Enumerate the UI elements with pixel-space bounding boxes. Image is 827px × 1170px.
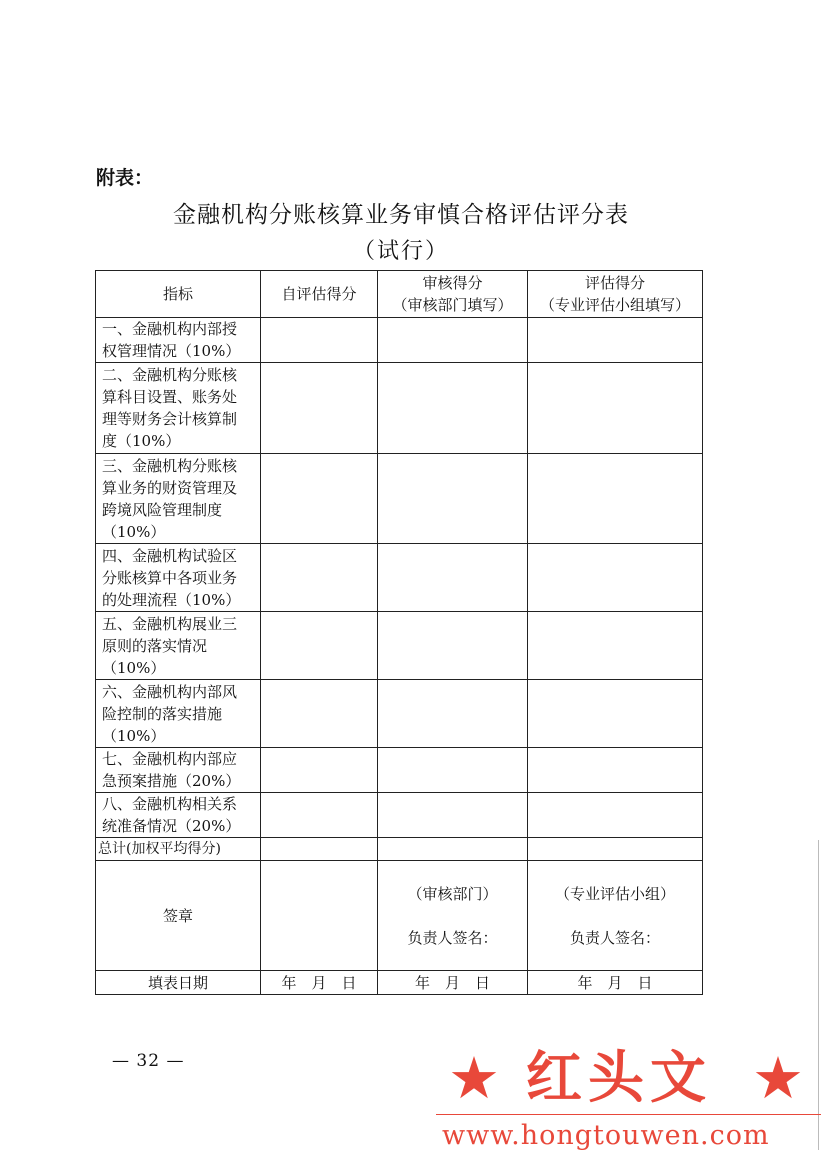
review-score-cell[interactable] xyxy=(378,793,528,838)
indicator-row xyxy=(96,454,703,544)
signature-self-cell[interactable] xyxy=(261,861,378,971)
self-score-cell[interactable] xyxy=(261,612,378,680)
indicator-line: 险控制的落实措施 xyxy=(102,704,223,723)
review-signer-label: 负责人签名： xyxy=(407,928,498,947)
indicator-line: 理等财务会计核算制 xyxy=(102,410,238,428)
signature-review-cell[interactable] xyxy=(378,861,528,971)
watermark-text: 红头文 xyxy=(526,1046,712,1111)
indicator-row xyxy=(96,793,703,838)
indicator-line: （10%） xyxy=(102,658,166,677)
eval-score-cell[interactable] xyxy=(528,318,703,363)
score-table xyxy=(95,270,703,995)
self-score-cell[interactable] xyxy=(261,318,378,363)
date-label: 填表日期 xyxy=(96,971,261,995)
indicator-line: 算科目设置、账务处 xyxy=(102,388,238,406)
header-review-score-line2: （审核部门填写） xyxy=(392,296,513,314)
watermark-url: www.hongtouwen.com xyxy=(442,1120,770,1151)
indicator-line: 八、金融机构相关系 xyxy=(102,795,238,813)
indicator-line: 六、金融机构内部风 xyxy=(102,682,238,701)
eval-score-cell[interactable] xyxy=(528,544,703,612)
header-row xyxy=(96,271,703,318)
header-self-score: 自评估得分 xyxy=(261,271,378,318)
self-score-cell[interactable] xyxy=(261,454,378,544)
eval-score-cell[interactable] xyxy=(528,793,703,838)
header-indicator: 指标 xyxy=(96,271,261,318)
indicator-cell xyxy=(96,793,261,838)
header-eval-score-line2: （专业评估小组填写） xyxy=(539,296,690,314)
indicator-line: （10%） xyxy=(102,726,166,745)
header-review-score-line1: 审核得分 xyxy=(422,274,483,292)
indicator-line: 七、金融机构内部应 xyxy=(102,750,238,768)
indicator-cell xyxy=(96,748,261,793)
review-score-cell[interactable] xyxy=(378,544,528,612)
indicator-line: 度（10%） xyxy=(102,432,181,450)
indicator-line: 算业务的财资管理及 xyxy=(102,478,238,497)
review-score-cell[interactable] xyxy=(378,748,528,793)
header-eval-score-line1: 评估得分 xyxy=(584,274,645,292)
indicator-cell xyxy=(96,680,261,748)
indicator-line: 三、金融机构分账核 xyxy=(102,456,238,475)
indicator-line: 跨境风险管理制度 xyxy=(102,500,223,519)
header-review-score xyxy=(378,271,528,318)
signature-eval-cell[interactable] xyxy=(528,861,703,971)
indicator-row xyxy=(96,544,703,612)
indicator-line: 急预案措施（20%） xyxy=(102,772,241,790)
self-score-cell[interactable] xyxy=(261,363,378,454)
review-score-cell[interactable] xyxy=(378,454,528,544)
indicator-line: 四、金融机构试验区 xyxy=(102,546,238,565)
eval-score-cell[interactable] xyxy=(528,748,703,793)
indicator-line: 一、金融机构内部授 xyxy=(102,320,238,338)
indicator-line: 二、金融机构分账核 xyxy=(102,366,238,384)
signature-row xyxy=(96,861,703,971)
review-score-cell[interactable] xyxy=(378,363,528,454)
indicator-line: 分账核算中各项业务 xyxy=(102,568,238,587)
eval-group-label: （专业评估小组） xyxy=(554,884,675,903)
star-icon: ★ xyxy=(448,1044,500,1112)
total-review-cell[interactable] xyxy=(378,838,528,861)
indicator-line: 权管理情况（10%） xyxy=(102,342,241,360)
attachment-label: 附表： xyxy=(96,167,154,189)
review-dept-label: （审核部门） xyxy=(407,884,498,903)
review-score-cell[interactable] xyxy=(378,680,528,748)
eval-score-cell[interactable] xyxy=(528,363,703,454)
total-self-cell[interactable] xyxy=(261,838,378,861)
eval-score-cell[interactable] xyxy=(528,680,703,748)
review-score-cell[interactable] xyxy=(378,612,528,680)
date-review[interactable]: 年 月 日 xyxy=(378,971,528,995)
date-self[interactable]: 年 月 日 xyxy=(261,971,378,995)
indicator-cell xyxy=(96,544,261,612)
total-eval-cell[interactable] xyxy=(528,838,703,861)
indicator-row xyxy=(96,612,703,680)
indicator-row xyxy=(96,748,703,793)
indicator-cell xyxy=(96,612,261,680)
eval-score-cell[interactable] xyxy=(528,612,703,680)
indicator-line: （10%） xyxy=(102,522,166,541)
indicator-cell xyxy=(96,454,261,544)
total-label: 总计(加权平均得分) xyxy=(96,838,261,861)
indicator-line: 统准备情况（20%） xyxy=(102,817,241,835)
signature-label: 签章 xyxy=(96,861,261,971)
review-score-cell[interactable] xyxy=(378,318,528,363)
watermark xyxy=(430,1040,825,1165)
indicator-line: 五、金融机构展业三 xyxy=(102,614,238,633)
indicator-cell xyxy=(96,318,261,363)
indicator-cell xyxy=(96,363,261,454)
eval-signer-label: 负责人签名： xyxy=(569,928,660,947)
header-eval-score xyxy=(528,271,703,318)
star-icon: ★ xyxy=(752,1044,804,1112)
self-score-cell[interactable] xyxy=(261,793,378,838)
date-eval[interactable]: 年 月 日 xyxy=(528,971,703,995)
indicator-row xyxy=(96,363,703,454)
total-row xyxy=(96,838,703,861)
indicator-row xyxy=(96,680,703,748)
self-score-cell[interactable] xyxy=(261,544,378,612)
self-score-cell[interactable] xyxy=(261,680,378,748)
self-score-cell[interactable] xyxy=(261,748,378,793)
indicator-line: 的处理流程（10%） xyxy=(102,590,241,609)
indicator-line: 原则的落实情况 xyxy=(102,636,208,655)
watermark-rule xyxy=(436,1114,821,1115)
indicator-row xyxy=(96,318,703,363)
document-title: 金融机构分账核算业务审慎合格评估评分表 xyxy=(173,202,629,228)
document-subtitle: （试行） xyxy=(352,239,449,264)
page-number: — 32 — xyxy=(112,1051,185,1071)
date-row xyxy=(96,971,703,995)
eval-score-cell[interactable] xyxy=(528,454,703,544)
